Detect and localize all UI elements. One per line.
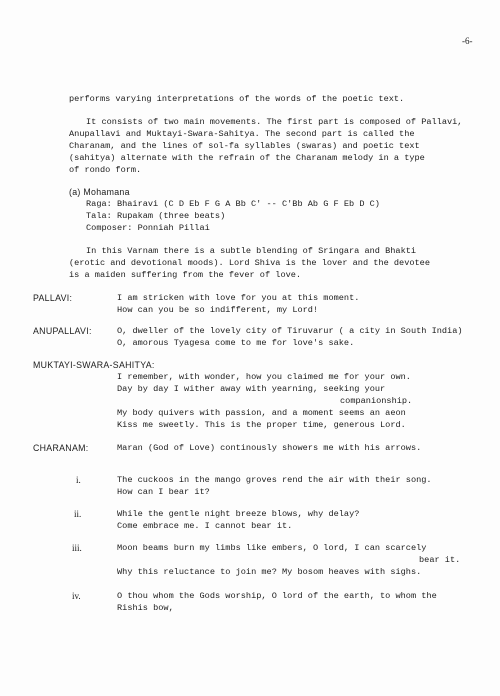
varnam-line-2: (erotic and devotional moods). Lord Shiva is the lover and the devotee (69, 258, 430, 268)
anupallavi-line-2: O, amorous Tyagesa come to me for love's sake. (117, 338, 355, 348)
muktayi-line-4: My body quivers with passion, and a moment seems an aeon (117, 408, 406, 418)
verse-iii-number: iii. (72, 543, 82, 553)
muktayi-line-2: Day by day I wither away with yearning, seeking your (117, 384, 386, 394)
movements-line-4: (sahitya) alternate with the refrain of the Charanam melody in a type (69, 153, 425, 163)
piece-title: (a) Mohamana (69, 187, 130, 197)
anupallavi-line-1: O, dweller of the lovely city of Tiruvarur ( a city in South India) (117, 326, 463, 336)
verse-iv-number: iv. (72, 591, 81, 601)
varnam-line-1: In this Varnam there is a subtle blending of Sringara and Bhakti (86, 246, 417, 256)
pallavi-label: PALLAVI: (33, 293, 73, 303)
verse-iii-line-3: Why this reluctance to join me? My bosom heaves with sighs. (117, 567, 422, 577)
muktayi-line-3: companionship. (340, 396, 413, 406)
verse-i-line-1: The cuckoos in the mango groves rend the air with their song. (117, 475, 432, 485)
movements-line-1: It consists of two main movements. The first part is composed of Pallavi, (86, 117, 463, 127)
charanam-label: CHARANAM: (33, 443, 89, 453)
pallavi-line-1: I am stricken with love for you at this moment. (117, 293, 360, 303)
verse-iii-line-2: bear it. (419, 555, 461, 565)
piece-composer: Composer: Ponniah Pillai (86, 223, 210, 233)
intro-line: performs varying interpretations of the words of the poetic text. (69, 94, 405, 104)
piece-raga: Raga: Bhairavi (C D Eb F G A Bb C' -- C'Bb Ab G F Eb D C) (86, 199, 380, 209)
muktayi-line-1: I remember, with wonder, how you claimed me for your own. (117, 372, 411, 382)
verse-iv-line-1: O thou whom the Gods worship, O lord of the earth, to whom the (117, 591, 437, 601)
verse-ii-number: ii. (74, 509, 82, 519)
verse-i-line-2: How can I bear it? (117, 487, 210, 497)
page-number: -6- (462, 36, 473, 46)
varnam-line-3: is a maiden suffering from the fever of love. (69, 270, 302, 280)
pallavi-line-2: How can you be so indifferent, my Lord! (117, 305, 319, 315)
movements-line-2: Anupallavi and Muktayi-Swara-Sahitya. The second part is called the (69, 129, 415, 139)
verse-ii-line-1: While the gentle night breeze blows, why delay? (117, 509, 360, 519)
movements-line-5: of rondo form. (69, 165, 142, 175)
muktayi-line-5: Kiss me sweetly. This is the proper time, generous Lord. (117, 420, 406, 430)
charanam-line-1: Maran (God of Love) continously showers me with his arrows. (117, 443, 422, 453)
movements-line-3: Charanam, and the lines of sol-fa syllables (swaras) and poetic text (69, 141, 420, 151)
verse-iii-line-1: Moon beams burn my limbs like embers, O lord, I can scarcely (117, 543, 427, 553)
anupallavi-label: ANUPALLAVI: (33, 326, 92, 336)
muktayi-label: MUKTAYI-SWARA-SAHITYA: (33, 360, 155, 370)
verse-ii-line-2: Come embrace me. I cannot bear it. (117, 521, 293, 531)
verse-iv-line-2: Rishis bow, (117, 603, 174, 613)
piece-tala: Tala: Rupakam (three beats) (86, 211, 226, 221)
verse-i-number: i. (76, 475, 81, 485)
